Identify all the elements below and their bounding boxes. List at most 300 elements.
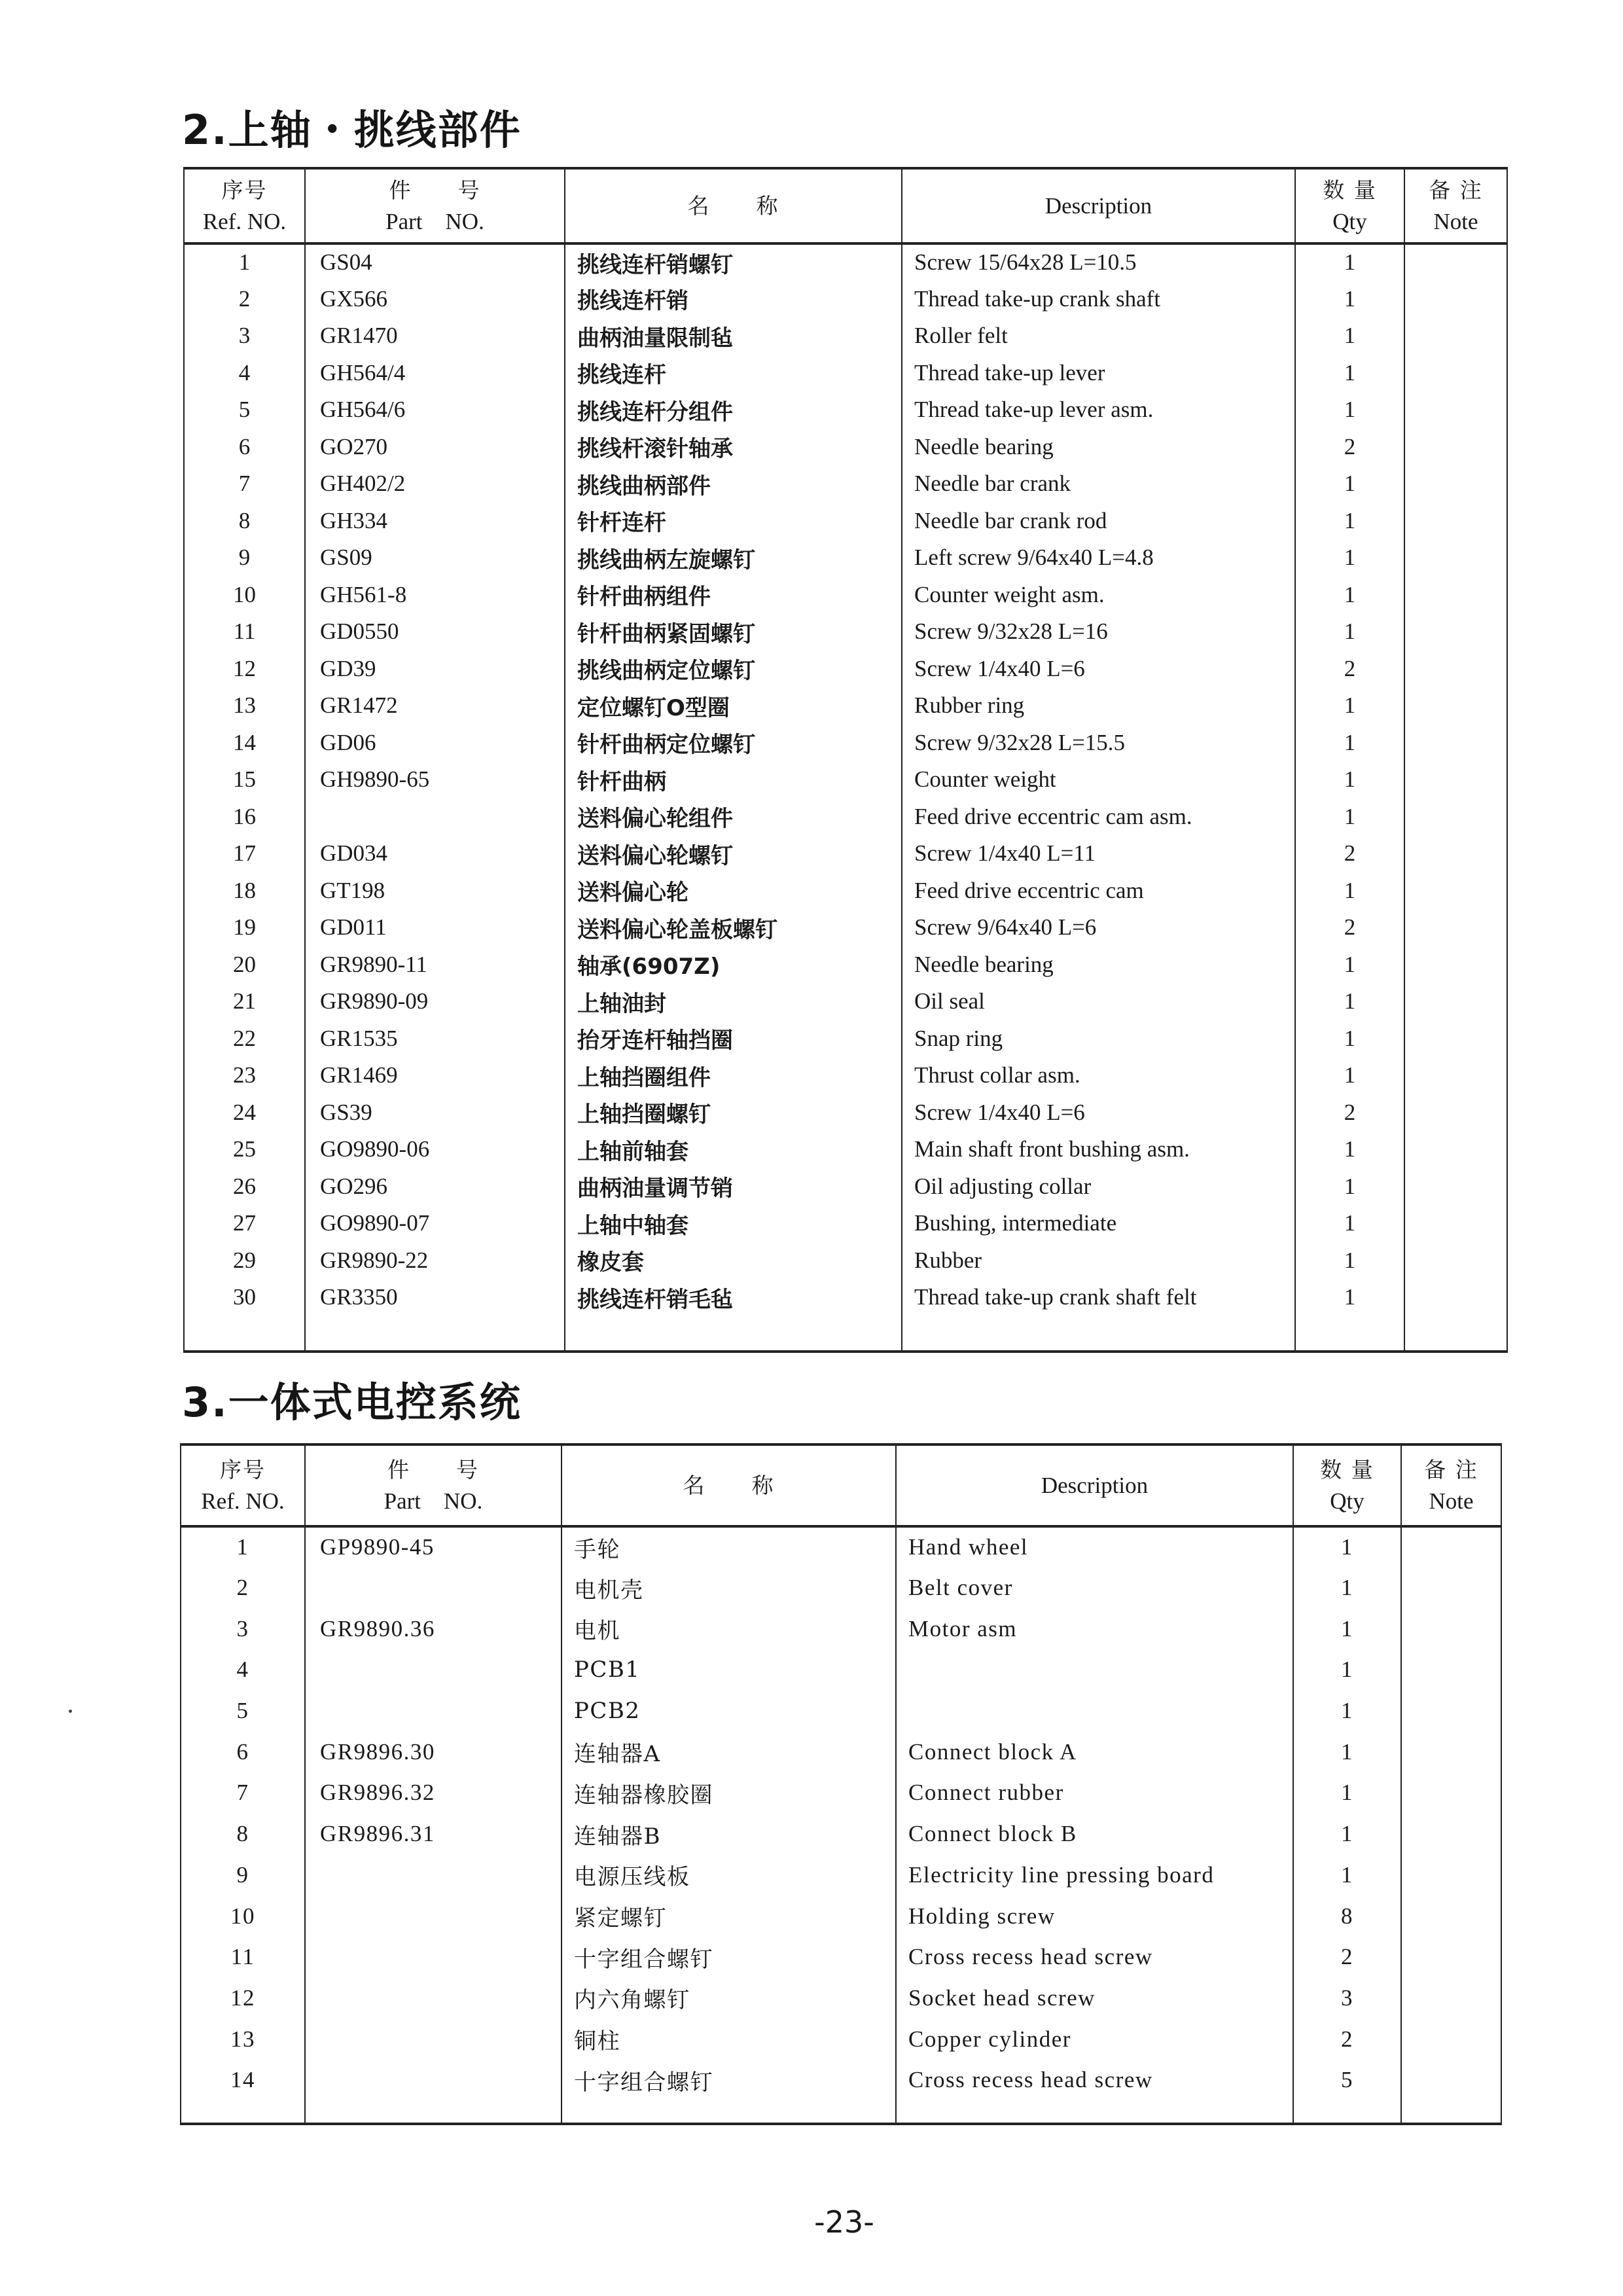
table-row (181, 1649, 1501, 1691)
table-row (181, 2018, 1501, 2060)
ref-no-cell: 7 (181, 1772, 305, 1814)
qty-cell: 1 (1295, 1279, 1404, 1316)
part-no-cell: GH9890-65 (305, 761, 565, 798)
note-cell (1404, 983, 1507, 1020)
name-cell: 挑线连杆销 (565, 281, 902, 318)
ref-no-cell: 29 (184, 1242, 305, 1280)
table-row (184, 1020, 1507, 1058)
name-cell: 内六角螺钉 (562, 1978, 896, 2019)
description-cell: Holding screw (896, 1895, 1293, 1937)
table-row (184, 281, 1507, 318)
ref-no-cell: 25 (184, 1131, 305, 1168)
description-cell: Feed drive eccentric cam asm. (902, 798, 1295, 836)
description-cell: Screw 1/4x40 L=6 (902, 1094, 1295, 1132)
section-title-upper-shaft: 2.上轴・挑线部件 (182, 106, 522, 154)
ref-no-cell: 30 (184, 1279, 305, 1316)
header-qty: 数 量 Qty (1295, 168, 1404, 243)
name-cell: 电源压线板 (562, 1855, 896, 1896)
part-no-cell: GT198 (305, 872, 565, 910)
note-cell (1401, 1526, 1501, 1568)
table-row (184, 946, 1507, 984)
note-cell (1404, 391, 1507, 429)
name-cell: 定位螺钉O型圈 (565, 687, 902, 725)
table-row (184, 1057, 1507, 1094)
name-cell: 挑线连杆 (565, 355, 902, 392)
part-no-cell: GS09 (305, 539, 565, 577)
empty-cell (562, 2101, 896, 2124)
part-no-cell: GP9890-45 (305, 1526, 562, 1568)
ref-no-cell: 20 (184, 946, 305, 984)
note-cell (1401, 1608, 1501, 1649)
description-cell: Screw 9/64x40 L=6 (902, 909, 1295, 946)
table-row (184, 983, 1507, 1020)
qty-cell: 1 (1295, 725, 1404, 762)
qty-cell: 1 (1295, 872, 1404, 910)
name-cell: 针杆连杆 (565, 503, 902, 540)
description-cell: Hand wheel (896, 1526, 1293, 1568)
part-no-cell: GR9890.36 (305, 1608, 562, 1649)
qty-cell: 1 (1295, 946, 1404, 984)
name-cell: 上轴挡圈组件 (565, 1057, 902, 1094)
description-cell: Belt cover (896, 1568, 1293, 1609)
table-row (184, 872, 1507, 910)
table-row (184, 355, 1507, 392)
note-cell (1404, 1279, 1507, 1316)
part-no-cell: GH561-8 (305, 577, 565, 614)
name-cell: 挑线连杆销毛毡 (565, 1279, 902, 1316)
qty-cell: 2 (1293, 1937, 1401, 1978)
table-row (184, 577, 1507, 614)
name-cell: 电机 (562, 1608, 896, 1649)
description-cell: Counter weight asm. (902, 577, 1295, 614)
description-cell: Screw 15/64x28 L=10.5 (902, 243, 1295, 281)
note-cell (1401, 1855, 1501, 1896)
header-qty: 数 量 Qty (1293, 1444, 1401, 1526)
ref-no-cell: 26 (184, 1168, 305, 1206)
qty-cell: 1 (1295, 983, 1404, 1020)
note-cell (1404, 725, 1507, 762)
name-cell: 针杆曲柄定位螺钉 (565, 725, 902, 762)
ref-no-cell: 8 (181, 1814, 305, 1855)
description-cell: Cross recess head screw (896, 1937, 1293, 1978)
qty-cell: 1 (1293, 1568, 1401, 1609)
part-no-cell: GD0550 (305, 613, 565, 651)
note-cell (1404, 909, 1507, 946)
note-cell (1401, 1649, 1501, 1691)
qty-cell: 1 (1295, 355, 1404, 392)
name-cell: 挑线连杆销螺钉 (565, 243, 902, 281)
name-cell: 手轮 (562, 1526, 896, 1568)
name-cell: PCB2 (562, 1691, 896, 1732)
name-cell: 轴承(6907Z) (565, 946, 902, 984)
qty-cell: 1 (1295, 503, 1404, 540)
description-cell: Thread take-up crank shaft felt (902, 1279, 1295, 1316)
name-cell: 送料偏心轮 (565, 872, 902, 910)
table-row (184, 539, 1507, 577)
table-row (181, 1526, 1501, 1568)
table-header-row (181, 1444, 1501, 1526)
part-no-cell (305, 1937, 562, 1978)
part-no-cell (305, 1568, 562, 1609)
ref-no-cell: 5 (184, 391, 305, 429)
note-cell (1404, 613, 1507, 651)
ref-no-cell: 4 (181, 1649, 305, 1691)
note-cell (1404, 1094, 1507, 1132)
part-no-cell: GR1469 (305, 1057, 565, 1094)
table-filler-row (184, 1316, 1507, 1352)
table-row (181, 1978, 1501, 2019)
description-cell: Oil seal (902, 983, 1295, 1020)
note-cell (1404, 946, 1507, 984)
name-cell: 连轴器B (562, 1814, 896, 1855)
note-cell (1404, 317, 1507, 355)
table-row (184, 1168, 1507, 1206)
description-cell: Needle bearing (902, 429, 1295, 466)
empty-cell (1295, 1316, 1404, 1352)
description-cell (896, 1691, 1293, 1732)
qty-cell: 1 (1295, 281, 1404, 318)
part-no-cell: GR9896.32 (305, 1772, 562, 1814)
name-cell: 上轴挡圈螺钉 (565, 1094, 902, 1132)
table-row (184, 798, 1507, 836)
description-cell: Cross recess head screw (896, 2060, 1293, 2101)
ref-no-cell: 18 (184, 872, 305, 910)
ref-no-cell: 15 (184, 761, 305, 798)
qty-cell: 1 (1295, 1131, 1404, 1168)
description-cell: Screw 9/32x28 L=16 (902, 613, 1295, 651)
part-no-cell (305, 1691, 562, 1732)
table-row (181, 1772, 1501, 1814)
ref-no-cell: 17 (184, 835, 305, 872)
part-no-cell: GD034 (305, 835, 565, 872)
name-cell: 挑线曲柄部件 (565, 465, 902, 503)
qty-cell: 8 (1293, 1895, 1401, 1937)
qty-cell: 1 (1295, 613, 1404, 651)
qty-cell: 1 (1295, 687, 1404, 725)
table-row (184, 835, 1507, 872)
name-cell: 挑线曲柄左旋螺钉 (565, 539, 902, 577)
qty-cell: 2 (1295, 909, 1404, 946)
part-no-cell: GR1470 (305, 317, 565, 355)
name-cell: 铜柱 (562, 2018, 896, 2060)
qty-cell: 1 (1295, 391, 1404, 429)
note-cell (1404, 872, 1507, 910)
table-row (181, 1895, 1501, 1937)
name-cell: 上轴油封 (565, 983, 902, 1020)
header-note: 备 注 Note (1404, 168, 1507, 243)
part-no-cell: GH402/2 (305, 465, 565, 503)
note-cell (1401, 2060, 1501, 2101)
qty-cell: 1 (1295, 317, 1404, 355)
ref-no-cell: 19 (184, 909, 305, 946)
table-row (181, 1937, 1501, 1978)
part-no-cell: GO270 (305, 429, 565, 466)
table-row (184, 1205, 1507, 1242)
ref-no-cell: 23 (184, 1057, 305, 1094)
qty-cell: 1 (1295, 539, 1404, 577)
qty-cell: 1 (1295, 798, 1404, 836)
note-cell (1404, 465, 1507, 503)
header-part-no: 件 号 Part NO. (305, 168, 565, 243)
qty-cell: 2 (1295, 1094, 1404, 1132)
header-description: Description (902, 168, 1295, 243)
table-row (184, 761, 1507, 798)
description-cell: Connect block B (896, 1814, 1293, 1855)
note-cell (1404, 503, 1507, 540)
table-row (184, 1094, 1507, 1132)
description-cell: Rubber ring (902, 687, 1295, 725)
table-body (181, 1526, 1501, 2124)
part-no-cell: GH564/6 (305, 391, 565, 429)
table-row (184, 687, 1507, 725)
parts-table-electric-control (180, 1443, 1502, 2125)
name-cell: 挑线连杆分组件 (565, 391, 902, 429)
description-cell: Needle bar crank rod (902, 503, 1295, 540)
description-cell: Screw 1/4x40 L=11 (902, 835, 1295, 872)
empty-cell (565, 1316, 902, 1352)
part-no-cell (305, 2018, 562, 2060)
description-cell: Electricity line pressing board (896, 1855, 1293, 1896)
empty-cell (896, 2101, 1293, 2124)
part-no-cell: GO9890-06 (305, 1131, 565, 1168)
description-cell: Socket head screw (896, 1978, 1293, 2019)
note-cell (1401, 1731, 1501, 1772)
part-no-cell (305, 1855, 562, 1896)
name-cell: 上轴中轴套 (565, 1205, 902, 1242)
table-row (181, 1608, 1501, 1649)
ref-no-cell: 2 (181, 1568, 305, 1609)
empty-cell (1401, 2101, 1501, 2124)
empty-cell (305, 1316, 565, 1352)
note-cell (1404, 1205, 1507, 1242)
empty-cell (1293, 2101, 1401, 2124)
description-cell: Connect block A (896, 1731, 1293, 1772)
part-no-cell: GR9890-22 (305, 1242, 565, 1280)
table-row (184, 429, 1507, 466)
description-cell: Thread take-up crank shaft (902, 281, 1295, 318)
note-cell (1404, 577, 1507, 614)
qty-cell: 1 (1293, 1731, 1401, 1772)
qty-cell: 3 (1293, 1978, 1401, 2019)
name-cell: 连轴器橡胶圈 (562, 1772, 896, 1814)
ref-no-cell: 12 (184, 651, 305, 688)
ref-no-cell: 4 (184, 355, 305, 392)
description-cell: Oil adjusting collar (902, 1168, 1295, 1206)
empty-cell (1404, 1316, 1507, 1352)
name-cell: 连轴器A (562, 1731, 896, 1772)
part-no-cell: GS04 (305, 243, 565, 281)
qty-cell: 1 (1293, 1649, 1401, 1691)
name-cell: 曲柄油量调节销 (565, 1168, 902, 1206)
description-cell: Main shaft front bushing asm. (902, 1131, 1295, 1168)
note-cell (1404, 281, 1507, 318)
description-cell: Needle bearing (902, 946, 1295, 984)
empty-cell (305, 2101, 562, 2124)
ref-no-cell: 5 (181, 1691, 305, 1732)
qty-cell: 1 (1295, 1057, 1404, 1094)
table-row (184, 465, 1507, 503)
note-cell (1401, 2018, 1501, 2060)
qty-cell: 1 (1295, 1020, 1404, 1058)
note-cell (1404, 761, 1507, 798)
page-number: -23- (814, 2204, 874, 2240)
qty-cell: 1 (1295, 577, 1404, 614)
note-cell (1401, 1691, 1501, 1732)
description-cell: Screw 9/32x28 L=15.5 (902, 725, 1295, 762)
qty-cell: 1 (1295, 465, 1404, 503)
ref-no-cell: 10 (181, 1895, 305, 1937)
qty-cell: 1 (1293, 1526, 1401, 1568)
ref-no-cell: 21 (184, 983, 305, 1020)
part-no-cell: GR9896.31 (305, 1814, 562, 1855)
table-row (181, 1855, 1501, 1896)
part-no-cell: GD06 (305, 725, 565, 762)
note-cell (1404, 539, 1507, 577)
name-cell: 针杆曲柄紧固螺钉 (565, 613, 902, 651)
ref-no-cell: 16 (184, 798, 305, 836)
part-no-cell: GR3350 (305, 1279, 565, 1316)
ref-no-cell: 24 (184, 1094, 305, 1132)
header-part-no: 件 号 Part NO. (305, 1444, 562, 1526)
ref-no-cell: 6 (181, 1731, 305, 1772)
ref-no-cell: 7 (184, 465, 305, 503)
part-no-cell: GH334 (305, 503, 565, 540)
part-no-cell: GD011 (305, 909, 565, 946)
name-cell: 送料偏心轮盖板螺钉 (565, 909, 902, 946)
qty-cell: 5 (1293, 2060, 1401, 2101)
note-cell (1401, 1937, 1501, 1978)
qty-cell: 1 (1293, 1772, 1401, 1814)
part-no-cell: GX566 (305, 281, 565, 318)
ref-no-cell: 13 (184, 687, 305, 725)
description-cell: Thrust collar asm. (902, 1057, 1295, 1094)
part-no-cell (305, 798, 565, 836)
ref-no-cell: 27 (184, 1205, 305, 1242)
part-no-cell: GO9890-07 (305, 1205, 565, 1242)
ref-no-cell: 6 (184, 429, 305, 466)
ref-no-cell: 9 (181, 1855, 305, 1896)
ref-no-cell: 10 (184, 577, 305, 614)
note-cell (1404, 243, 1507, 281)
qty-cell: 2 (1295, 651, 1404, 688)
table-row (181, 1568, 1501, 1609)
description-cell: Bushing, intermediate (902, 1205, 1295, 1242)
qty-cell: 1 (1293, 1691, 1401, 1732)
description-cell: Thread take-up lever asm. (902, 391, 1295, 429)
table-row (184, 1242, 1507, 1280)
note-cell (1404, 1020, 1507, 1058)
name-cell: 曲柄油量限制毡 (565, 317, 902, 355)
note-cell (1404, 798, 1507, 836)
qty-cell: 1 (1293, 1608, 1401, 1649)
description-cell: Counter weight (902, 761, 1295, 798)
ref-no-cell: 3 (184, 317, 305, 355)
part-no-cell: GR9890-09 (305, 983, 565, 1020)
part-no-cell: GR9896.30 (305, 1731, 562, 1772)
note-cell (1401, 1814, 1501, 1855)
note-cell (1404, 835, 1507, 872)
name-cell: 上轴前轴套 (565, 1131, 902, 1168)
description-cell: Copper cylinder (896, 2018, 1293, 2060)
table-row (184, 613, 1507, 651)
name-cell: 橡皮套 (565, 1242, 902, 1280)
part-no-cell (305, 1649, 562, 1691)
description-cell: Connect rubber (896, 1772, 1293, 1814)
table-body (184, 243, 1507, 1352)
name-cell: 针杆曲柄 (565, 761, 902, 798)
description-cell: Screw 1/4x40 L=6 (902, 651, 1295, 688)
header-name: 名 称 (562, 1444, 896, 1526)
qty-cell: 2 (1295, 429, 1404, 466)
ref-no-cell: 1 (184, 243, 305, 281)
qty-cell: 1 (1295, 761, 1404, 798)
table-row (184, 1279, 1507, 1316)
ref-no-cell: 22 (184, 1020, 305, 1058)
note-cell (1404, 429, 1507, 466)
ref-no-cell: 14 (184, 725, 305, 762)
part-no-cell (305, 2060, 562, 2101)
header-ref-no: 序号 Ref. NO. (184, 168, 305, 243)
name-cell: 十字组合螺钉 (562, 1937, 896, 1978)
part-no-cell: GR9890-11 (305, 946, 565, 984)
table-row (181, 1814, 1501, 1855)
ref-no-cell: 12 (181, 1978, 305, 2019)
qty-cell: 2 (1295, 835, 1404, 872)
description-cell: Needle bar crank (902, 465, 1295, 503)
empty-cell (181, 2101, 305, 2124)
part-no-cell (305, 1978, 562, 2019)
ref-no-cell: 9 (184, 539, 305, 577)
qty-cell: 1 (1295, 1242, 1404, 1280)
table-filler-row (181, 2101, 1501, 2124)
description-cell: Thread take-up lever (902, 355, 1295, 392)
part-no-cell (305, 1895, 562, 1937)
scan-speck (69, 1710, 72, 1713)
part-no-cell: GR1472 (305, 687, 565, 725)
note-cell (1404, 355, 1507, 392)
qty-cell: 1 (1293, 1814, 1401, 1855)
ref-no-cell: 3 (181, 1608, 305, 1649)
qty-cell: 1 (1295, 1205, 1404, 1242)
description-cell: Roller felt (902, 317, 1295, 355)
header-description: Description (896, 1444, 1293, 1526)
table-header-row (184, 168, 1507, 243)
description-cell: Rubber (902, 1242, 1295, 1280)
table-row (181, 1691, 1501, 1732)
header-note: 备 注 Note (1401, 1444, 1501, 1526)
name-cell: PCB1 (562, 1649, 896, 1691)
description-cell: Feed drive eccentric cam (902, 872, 1295, 910)
note-cell (1401, 1772, 1501, 1814)
table-row (184, 909, 1507, 946)
note-cell (1401, 1895, 1501, 1937)
table-row (181, 2060, 1501, 2101)
ref-no-cell: 8 (184, 503, 305, 540)
note-cell (1404, 1057, 1507, 1094)
ref-no-cell: 13 (181, 2018, 305, 2060)
table-row (181, 1731, 1501, 1772)
table-row (184, 391, 1507, 429)
empty-cell (184, 1316, 305, 1352)
name-cell: 挑线曲柄定位螺钉 (565, 651, 902, 688)
name-cell: 电机壳 (562, 1568, 896, 1609)
section-title-electric-control: 3.一体式电控系统 (182, 1378, 522, 1426)
description-cell (896, 1649, 1293, 1691)
note-cell (1401, 1978, 1501, 2019)
table-row (184, 503, 1507, 540)
note-cell (1401, 1568, 1501, 1609)
name-cell: 抬牙连杆轴挡圈 (565, 1020, 902, 1058)
